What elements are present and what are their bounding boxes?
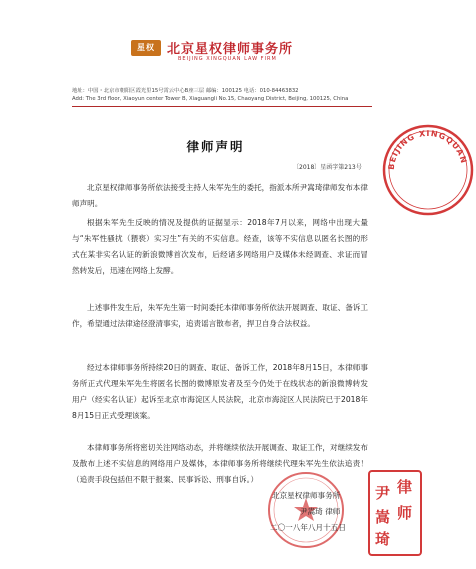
lawyer-name-seal: [368, 470, 422, 556]
paragraph-4: 经过本律师事务所持续20日的调查、取证、备诉工作，2018年8月15日，本律师事务所正式代理朱军先生将匿名长图的微博原发者及至今仍处于在线状态的新浪微博转发用户（经实名认证）起诉至北京市海淀区人民法院，北京市海淀区人民法院已于2018年8月15日正式受理该案。: [72, 363, 368, 420]
paragraph-3: 上述事件发生后，朱军先生第一时间委托本律师事务所依法开展调查、取证、备诉工作，希望通过法律途径澄清事实，追责谣言散布者，捍卫自身合法权益。: [72, 303, 368, 328]
address-cn: 地址：中国・北京市朝阳区霞光里15号霄云中心B座三层 邮编：100125 电话：010-84463832: [72, 88, 299, 94]
page-title: 律师声明: [186, 139, 245, 154]
name-seal-char-4: 嵩: [375, 508, 391, 526]
paragraph-2: 根据朱军先生反映的情况及提供的证据显示：2018年7月以来，网络中出现大量与“朱军性骚扰（猥亵）实习生”有关的不实信息。经查，该等不实信息以匿名长图的形式在某非实名认证的新浪微博首次发布，后经诸多网络用户及媒体未经调查、求证而冒然转发后，迅速在网络上发酵。: [72, 218, 368, 275]
name-seal-char-3: 师: [397, 504, 413, 522]
letterhead-divider: [72, 106, 372, 107]
name-seal-char-5: 琦: [375, 530, 391, 548]
signature-date: 二〇一八年八月十五日: [270, 523, 346, 532]
name-seal-char-1: 律: [397, 478, 413, 496]
signature-firm: 北京星权律师事务所: [272, 491, 341, 500]
paragraph-1: 北京星权律师事务所依法接受主持人朱军先生的委托，指派本所尹嵩琦律师发布本律师声明。: [72, 183, 368, 208]
side-seal-text: BEIJING XINGQUAN: [386, 128, 469, 171]
paragraph-5: 本律师事务所将密切关注网络动态，并将继续依法开展调查、取证工作，对继续发布及散布上述不实信息的网络用户及媒体，本律师事务所将继续代理朱军先生依法追责！（追责手段包括但不限于报案、民事诉讼、刑事自诉。）: [72, 443, 368, 484]
address-en: Add: The 3rd floor, Xiaoyun center Tower B, Xiaguangli No.15, Chaoyang District, Beijing, 100125, China: [72, 96, 349, 102]
name-seal-char-2: 尹: [375, 484, 391, 502]
firm-logo: 星权: [131, 40, 161, 56]
firm-name-cn: 北京星权律师事务所: [167, 42, 294, 57]
firm-name-en: BEIJING XINGQUAN LAW FIRM: [178, 56, 277, 62]
doc-number: 〔2018〕星函字第213号: [293, 164, 362, 171]
signature-lawyer: 尹嵩琦 律师: [300, 507, 341, 516]
